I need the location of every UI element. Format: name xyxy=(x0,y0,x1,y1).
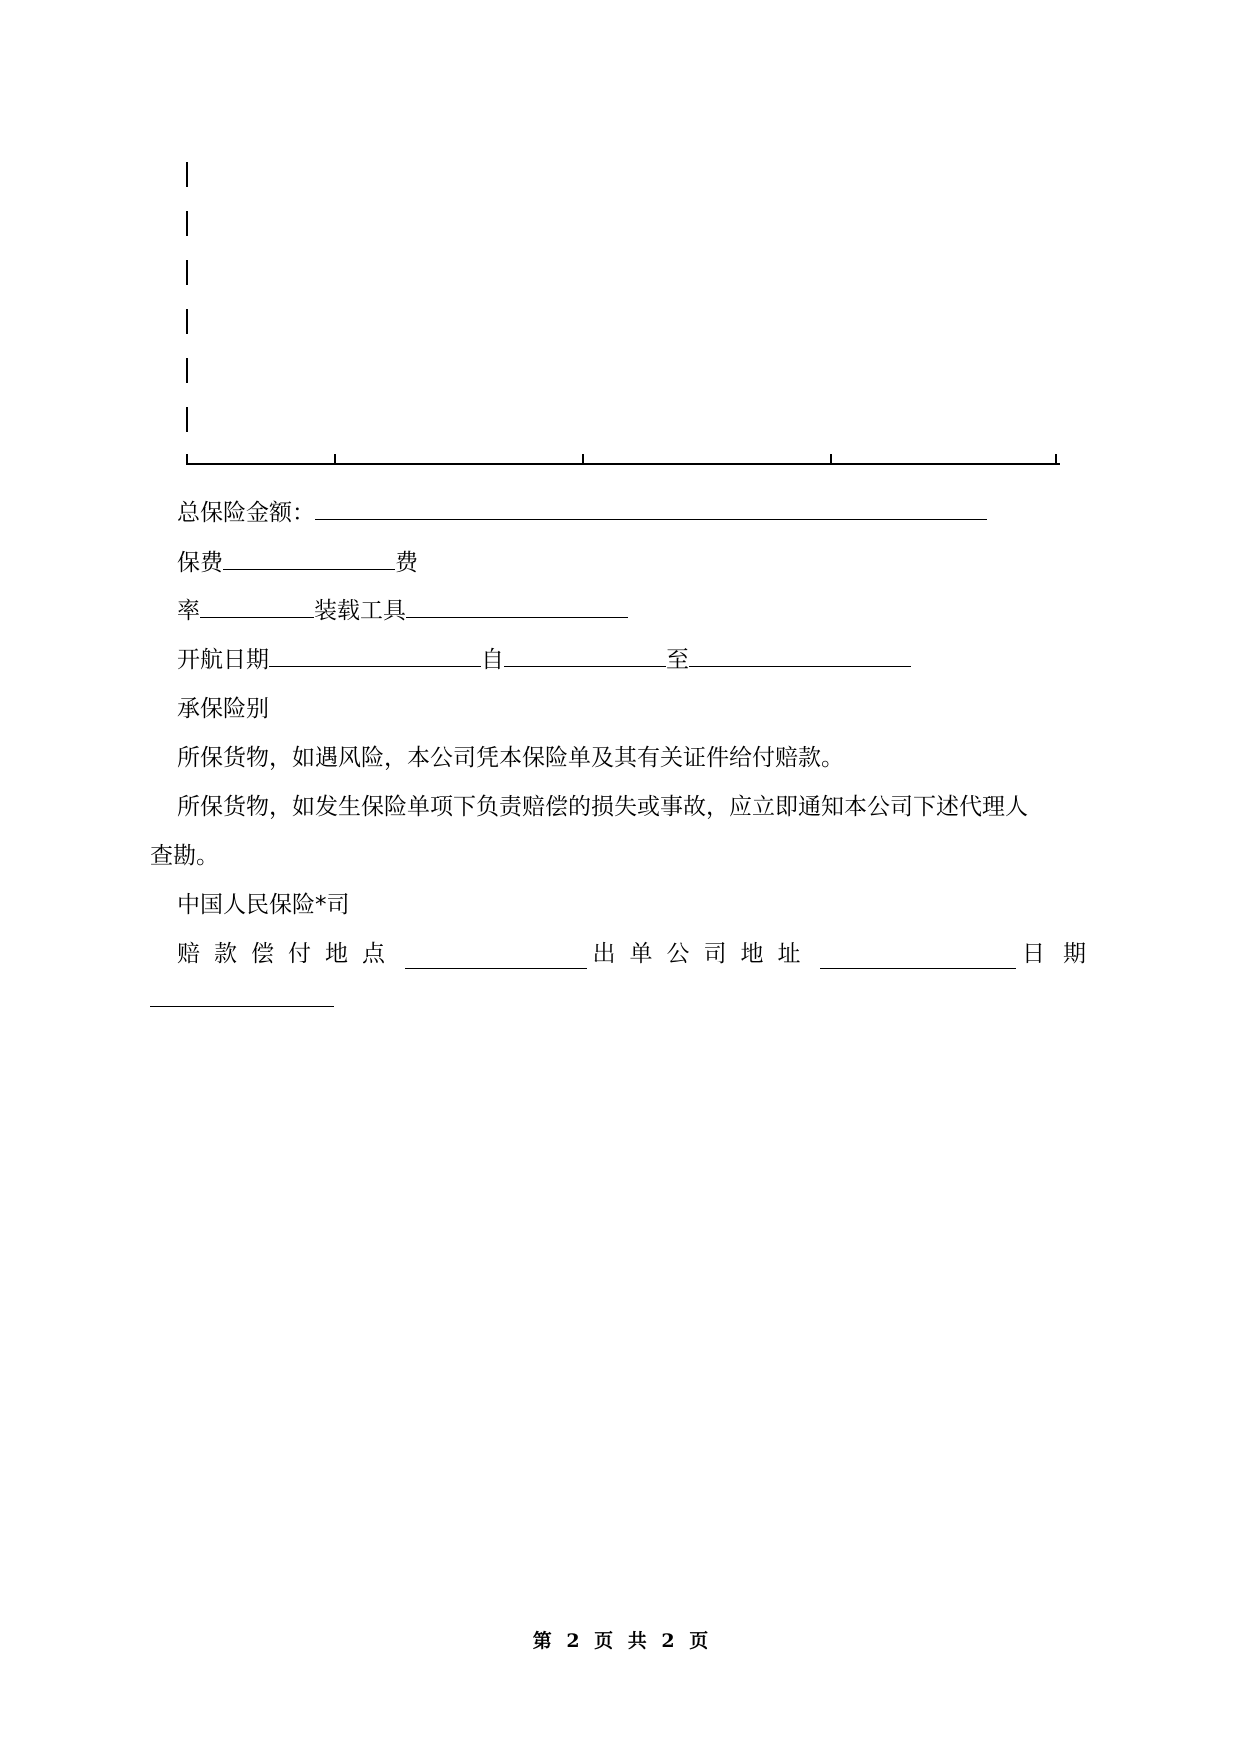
rate-line xyxy=(177,596,628,626)
table-left-border xyxy=(186,260,188,285)
table-bottom-border xyxy=(186,463,1060,465)
conveyance-label: 装载工具 xyxy=(314,598,406,624)
table-left-border xyxy=(186,358,188,383)
claim-place-field[interactable] xyxy=(405,948,587,969)
conditions-label: 承保险别 xyxy=(177,696,269,722)
page-footer: 第 2 页 共 2 页 xyxy=(532,1630,709,1652)
paragraph-notice-cont xyxy=(150,841,219,871)
to-label: 至 xyxy=(666,647,689,673)
sailing-date-field[interactable] xyxy=(269,646,481,667)
issuer-address-label: 出单公司地址 xyxy=(592,941,815,967)
claim-place-label: 赔款偿付地点 xyxy=(177,941,399,967)
conditions-line xyxy=(177,694,269,724)
table-column-divider xyxy=(582,454,584,464)
rate-label-part2: 率 xyxy=(177,598,200,624)
issuer-address-field[interactable] xyxy=(820,948,1016,969)
table-column-divider xyxy=(1055,454,1057,464)
from-label: 自 xyxy=(481,647,504,673)
table-column-divider xyxy=(830,454,832,464)
table-left-border xyxy=(186,407,188,432)
paragraph-notice-text: 所保货物，如发生保险单项下负责赔偿的损失或事故，应立即通知本公司下述代理人 xyxy=(177,794,1028,820)
premium-label: 保费 xyxy=(177,550,223,576)
rate-field[interactable] xyxy=(200,597,314,618)
paragraph-notice xyxy=(177,792,1028,822)
paragraph-notice-text-cont: 查勘。 xyxy=(150,843,219,869)
date-label: 日期 xyxy=(1022,941,1104,967)
premium-field[interactable] xyxy=(223,549,395,570)
table-column-divider xyxy=(186,454,188,464)
table-left-border xyxy=(186,309,188,334)
rate-label-part1: 费 xyxy=(395,550,418,576)
total-amount-field[interactable] xyxy=(315,502,987,520)
total-amount-line xyxy=(177,498,987,528)
conveyance-field[interactable] xyxy=(406,597,628,618)
table-left-border xyxy=(186,211,188,236)
date-field[interactable] xyxy=(150,986,334,1007)
sailing-date-label: 开航日期 xyxy=(177,647,269,673)
to-field[interactable] xyxy=(689,646,911,667)
total-amount-label: 总保险金额： xyxy=(177,500,315,526)
table-column-divider xyxy=(334,454,336,464)
sailing-line xyxy=(177,645,911,675)
company-name: 中国人民保险*司 xyxy=(177,892,350,918)
paragraph-claims-text: 所保货物，如遇风险，本公司凭本保险单及其有关证件给付赔款。 xyxy=(177,745,844,771)
table-left-border xyxy=(186,162,188,187)
premium-line xyxy=(177,548,418,578)
claim-place-line xyxy=(177,939,1104,969)
from-field[interactable] xyxy=(504,646,666,667)
company-line xyxy=(177,890,350,920)
paragraph-claims xyxy=(177,743,844,773)
